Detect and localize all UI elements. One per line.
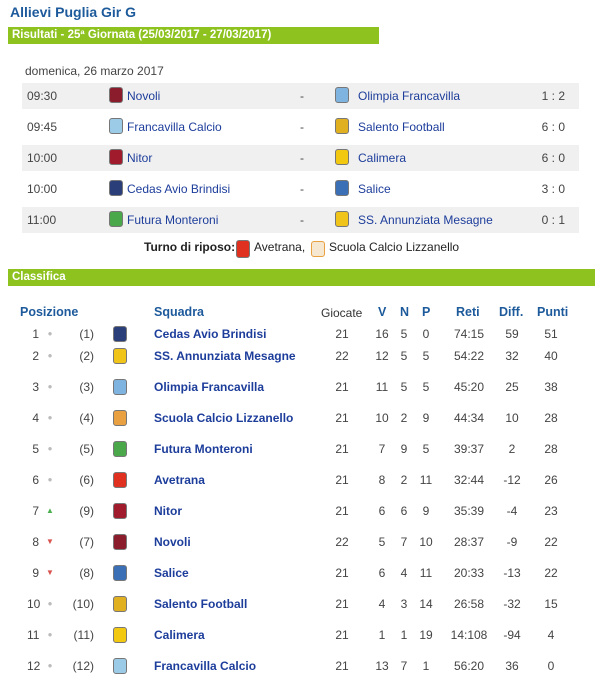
- team-name-link[interactable]: Nitor: [154, 504, 182, 518]
- team-name-link[interactable]: Futura Monteroni: [154, 442, 253, 456]
- diff-cell: 32: [505, 349, 519, 363]
- rest-team-avetrana[interactable]: Avetrana,: [254, 240, 306, 254]
- col-diff: Diff.: [499, 305, 524, 319]
- rest-label: Turno di riposo:: [144, 240, 236, 254]
- team-name-link[interactable]: SS. Annunziata Mesagne: [154, 349, 296, 363]
- goals-cell: 56:20: [453, 659, 485, 673]
- goals-cell: 54:22: [453, 349, 485, 363]
- table-row: [0, 503, 603, 534]
- lost-cell: 0: [422, 327, 430, 341]
- points-cell: 22: [544, 566, 558, 580]
- diff-cell: -9: [506, 535, 518, 549]
- match-home-team[interactable]: Futura Monteroni: [127, 213, 219, 227]
- results-bar: Risultati - 25ª Giornata (25/03/2017 - 27/03/2017): [8, 27, 379, 44]
- draw-cell: 7: [400, 659, 408, 673]
- match-score: 0 : 1: [541, 213, 565, 227]
- match-score: 6 : 0: [541, 120, 565, 134]
- points-cell: 23: [544, 504, 558, 518]
- match-away-team[interactable]: Calimera: [358, 151, 407, 165]
- previous-position-cell: (2): [79, 349, 94, 363]
- lost-cell: 5: [422, 380, 430, 394]
- points-cell: 28: [544, 411, 558, 425]
- scuola-calcio-lizzanello-crest-icon: [311, 241, 325, 257]
- diff-cell: -32: [503, 597, 521, 611]
- trend-none-icon: ●: [47, 475, 53, 484]
- avetrana-crest-icon: [236, 240, 250, 258]
- goals-cell: 45:20: [453, 380, 485, 394]
- won-cell: 8: [378, 473, 386, 487]
- table-row: [0, 472, 603, 503]
- match-row[interactable]: [22, 145, 579, 171]
- diff-cell: 59: [505, 327, 519, 341]
- novoli-crest-icon: [113, 534, 127, 550]
- team-name-link[interactable]: Francavilla Calcio: [154, 659, 257, 673]
- rest-team-lizzanello[interactable]: Scuola Calcio Lizzanello: [329, 240, 460, 254]
- goals-cell: 28:37: [453, 535, 485, 549]
- won-cell: 1: [378, 628, 386, 642]
- position-cell: 1: [32, 327, 39, 341]
- diff-cell: 2: [508, 442, 516, 456]
- match-separator: -: [300, 89, 304, 103]
- position-cell: 8: [32, 535, 39, 549]
- won-cell: 10: [375, 411, 389, 425]
- futura-monteroni-crest-icon: [109, 211, 123, 227]
- diff-cell: 36: [505, 659, 519, 673]
- francavilla-calcio-crest-icon: [113, 658, 127, 674]
- points-cell: 22: [544, 535, 558, 549]
- col-position: Posizione: [20, 305, 79, 319]
- team-name-link[interactable]: Cedas Avio Brindisi: [154, 327, 267, 341]
- team-name-link[interactable]: Avetrana: [154, 473, 205, 487]
- table-row: [0, 627, 603, 658]
- col-points: Punti: [537, 305, 569, 319]
- table-row: [0, 596, 603, 627]
- draw-cell: 5: [400, 380, 408, 394]
- goals-cell: 32:44: [453, 473, 485, 487]
- trend-up-icon: ▲: [46, 506, 54, 515]
- won-cell: 6: [378, 566, 386, 580]
- played-cell: 22: [335, 349, 349, 363]
- match-home-team[interactable]: Francavilla Calcio: [127, 120, 222, 134]
- diff-cell: -12: [503, 473, 521, 487]
- points-cell: 0: [547, 659, 555, 673]
- draw-cell: 7: [400, 535, 408, 549]
- draw-cell: 1: [400, 628, 408, 642]
- match-away-team[interactable]: Salento Football: [358, 120, 445, 134]
- played-cell: 21: [335, 442, 349, 456]
- diff-cell: 10: [505, 411, 519, 425]
- diff-cell: -4: [506, 504, 518, 518]
- previous-position-cell: (3): [79, 380, 94, 394]
- draw-cell: 4: [400, 566, 408, 580]
- lost-cell: 5: [422, 349, 430, 363]
- lost-cell: 9: [422, 504, 430, 518]
- match-separator: -: [300, 182, 304, 196]
- previous-position-cell: (4): [79, 411, 94, 425]
- calimera-crest-icon: [113, 627, 127, 643]
- trend-none-icon: ●: [47, 413, 53, 422]
- goals-cell: 44:34: [453, 411, 485, 425]
- draw-cell: 3: [400, 597, 408, 611]
- points-cell: 26: [544, 473, 558, 487]
- won-cell: 6: [378, 504, 386, 518]
- match-separator: -: [300, 213, 304, 227]
- won-cell: 16: [375, 327, 389, 341]
- match-row[interactable]: [22, 83, 579, 109]
- novoli-crest-icon: [109, 87, 123, 103]
- draw-cell: 5: [400, 327, 408, 341]
- page-title: Allievi Puglia Gir G: [10, 4, 137, 20]
- team-name-link[interactable]: Olimpia Francavilla: [154, 380, 265, 394]
- nitor-crest-icon: [109, 149, 123, 165]
- table-row: [0, 565, 603, 596]
- previous-position-cell: (1): [79, 327, 94, 341]
- played-cell: 21: [335, 659, 349, 673]
- goals-cell: 20:33: [453, 566, 485, 580]
- played-cell: 22: [335, 535, 349, 549]
- position-cell: 3: [32, 380, 39, 394]
- lost-cell: 11: [419, 473, 433, 487]
- lost-cell: 14: [419, 597, 433, 611]
- match-score: 1 : 2: [541, 89, 565, 103]
- match-row[interactable]: [22, 207, 579, 233]
- col-goals: Reti: [456, 305, 480, 319]
- trend-none-icon: ●: [47, 444, 53, 453]
- col-played: Giocate: [321, 306, 363, 320]
- diff-cell: -13: [503, 566, 521, 580]
- match-row[interactable]: [22, 176, 579, 202]
- cedas-avio-brindisi-crest-icon: [113, 326, 127, 342]
- match-time: 10:00: [27, 151, 58, 165]
- olimpia-francavilla-crest-icon: [113, 379, 127, 395]
- points-cell: 51: [544, 327, 558, 341]
- col-lost: P: [422, 305, 431, 319]
- match-date: domenica, 26 marzo 2017: [25, 64, 164, 78]
- played-cell: 21: [335, 597, 349, 611]
- match-time: 09:30: [27, 89, 58, 103]
- col-won: V: [378, 305, 387, 319]
- position-cell: 11: [27, 628, 40, 642]
- previous-position-cell: (10): [72, 597, 94, 611]
- won-cell: 13: [375, 659, 389, 673]
- draw-cell: 9: [400, 442, 408, 456]
- team-name-link[interactable]: Salice: [154, 566, 189, 580]
- salento-football-crest-icon: [113, 596, 127, 612]
- scuola-calcio-lizzanello-crest-icon: [113, 410, 127, 426]
- table-row: [0, 441, 603, 472]
- goals-cell: 26:58: [453, 597, 485, 611]
- salento-football-crest-icon: [335, 118, 349, 134]
- won-cell: 5: [378, 535, 386, 549]
- nitor-crest-icon: [113, 503, 127, 519]
- match-time: 10:00: [27, 182, 58, 196]
- francavilla-calcio-crest-icon: [109, 118, 123, 134]
- played-cell: 21: [335, 411, 349, 425]
- match-score: 6 : 0: [541, 151, 565, 165]
- played-cell: 21: [335, 327, 349, 341]
- col-draw: N: [400, 305, 410, 319]
- previous-position-cell: (5): [79, 442, 94, 456]
- lost-cell: 1: [422, 659, 430, 673]
- diff-cell: -94: [503, 628, 521, 642]
- trend-none-icon: ●: [47, 661, 53, 670]
- draw-cell: 5: [400, 349, 408, 363]
- played-cell: 21: [335, 566, 349, 580]
- won-cell: 7: [378, 442, 386, 456]
- match-away-team[interactable]: Olimpia Francavilla: [358, 89, 461, 103]
- table-row: [0, 379, 603, 410]
- previous-position-cell: (12): [72, 659, 94, 673]
- table-row: [0, 348, 603, 379]
- position-cell: 4: [32, 411, 39, 425]
- team-name-link[interactable]: Salento Football: [154, 597, 248, 611]
- match-time: 11:00: [27, 213, 57, 227]
- trend-none-icon: ●: [47, 351, 53, 360]
- match-score: 3 : 0: [541, 182, 565, 196]
- match-separator: -: [300, 120, 304, 134]
- points-cell: 15: [544, 597, 558, 611]
- points-cell: 40: [544, 349, 558, 363]
- match-row[interactable]: [22, 114, 579, 140]
- match-away-team[interactable]: SS. Annunziata Mesagne: [358, 213, 493, 227]
- won-cell: 12: [375, 349, 389, 363]
- diff-cell: 25: [505, 380, 519, 394]
- salice-crest-icon: [335, 180, 349, 196]
- match-away-team[interactable]: Salice: [358, 182, 391, 196]
- position-cell: 5: [32, 442, 39, 456]
- salice-crest-icon: [113, 565, 127, 581]
- points-cell: 28: [544, 442, 558, 456]
- trend-none-icon: ●: [47, 599, 53, 608]
- played-cell: 21: [335, 504, 349, 518]
- match-home-team[interactable]: Nitor: [127, 151, 153, 165]
- col-team: Squadra: [154, 305, 205, 319]
- position-cell: 2: [32, 349, 39, 363]
- trend-down-icon: ▼: [46, 537, 54, 546]
- won-cell: 4: [378, 597, 386, 611]
- ss-annunziata-mesagne-crest-icon: [335, 211, 349, 227]
- team-name-link[interactable]: Novoli: [154, 535, 191, 549]
- draw-cell: 2: [400, 473, 408, 487]
- calimera-crest-icon: [335, 149, 349, 165]
- team-name-link[interactable]: Calimera: [154, 628, 205, 642]
- previous-position-cell: (11): [73, 628, 94, 642]
- ss-annunziata-mesagne-crest-icon: [113, 348, 127, 364]
- won-cell: 11: [375, 380, 389, 394]
- points-cell: 38: [544, 380, 558, 394]
- previous-position-cell: (7): [79, 535, 94, 549]
- goals-cell: 74:15: [453, 327, 485, 341]
- table-row: [0, 410, 603, 441]
- draw-cell: 6: [400, 504, 408, 518]
- trend-none-icon: ●: [47, 329, 53, 338]
- team-name-link[interactable]: Scuola Calcio Lizzanello: [154, 411, 294, 425]
- lost-cell: 19: [419, 628, 433, 642]
- trend-none-icon: ●: [47, 630, 53, 639]
- goals-cell: 39:37: [453, 442, 485, 456]
- trend-none-icon: ●: [47, 382, 53, 391]
- trend-down-icon: ▼: [46, 568, 54, 577]
- goals-cell: 35:39: [453, 504, 485, 518]
- lost-cell: 5: [422, 442, 430, 456]
- table-row: [0, 658, 603, 689]
- table-row: [0, 534, 603, 565]
- futura-monteroni-crest-icon: [113, 441, 127, 457]
- goals-cell: 14:108: [450, 628, 488, 642]
- olimpia-francavilla-crest-icon: [335, 87, 349, 103]
- previous-position-cell: (9): [79, 504, 94, 518]
- points-cell: 4: [547, 628, 555, 642]
- previous-position-cell: (8): [79, 566, 94, 580]
- lost-cell: 9: [422, 411, 430, 425]
- lost-cell: 11: [419, 566, 433, 580]
- position-cell: 12: [27, 659, 41, 673]
- cedas-avio-brindisi-crest-icon: [109, 180, 123, 196]
- match-home-team[interactable]: Novoli: [127, 89, 161, 103]
- position-cell: 7: [32, 504, 39, 518]
- played-cell: 21: [335, 380, 349, 394]
- played-cell: 21: [335, 473, 349, 487]
- draw-cell: 2: [400, 411, 408, 425]
- avetrana-crest-icon: [113, 472, 127, 488]
- match-time: 09:45: [27, 120, 58, 134]
- lost-cell: 10: [419, 535, 433, 549]
- position-cell: 9: [32, 566, 39, 580]
- match-home-team[interactable]: Cedas Avio Brindisi: [127, 182, 231, 196]
- match-separator: -: [300, 151, 304, 165]
- position-cell: 10: [27, 597, 41, 611]
- standings-bar: Classifica: [8, 269, 595, 286]
- previous-position-cell: (6): [79, 473, 94, 487]
- played-cell: 21: [335, 628, 349, 642]
- position-cell: 6: [32, 473, 39, 487]
